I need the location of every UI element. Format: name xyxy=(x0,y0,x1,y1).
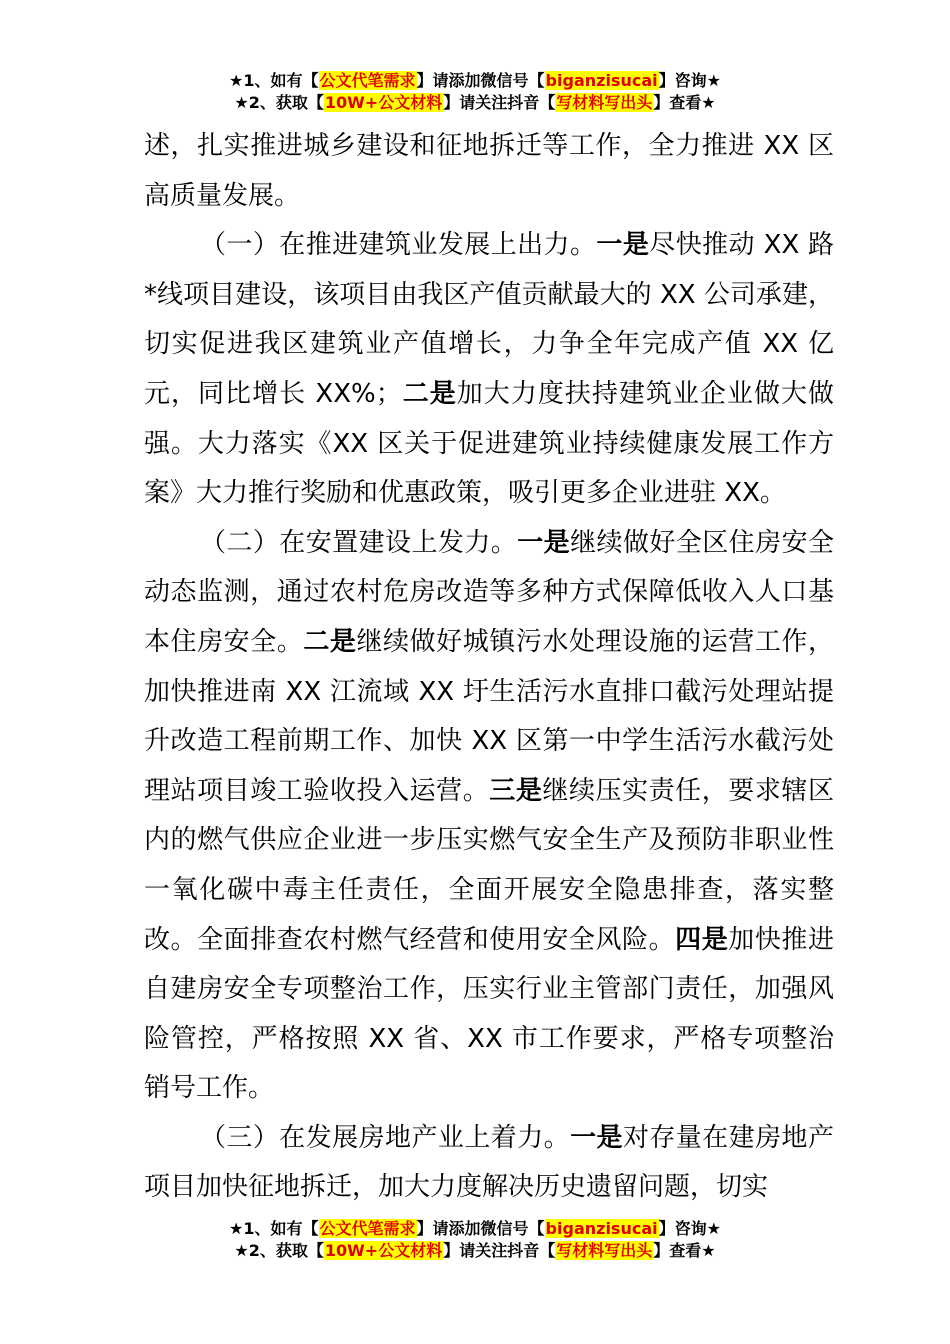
banner-text: ★2、获取【 xyxy=(234,1241,324,1260)
banner-line-2 xyxy=(0,92,950,114)
point-text: 对存量在建房地产项目加快征地拆迁，加大力度解决历史遗留问题，切实 xyxy=(144,1122,834,1203)
banner-text: ★1、如有【 xyxy=(229,71,319,90)
paragraph-resettlement xyxy=(144,519,834,1114)
banner-highlight: biganzisucai xyxy=(545,71,658,90)
banner-highlight: 写材料写出头 xyxy=(556,1241,653,1260)
paragraph-construction-industry xyxy=(144,221,834,519)
point-text: 继续做好全区住房安全动态监测，通过农村危房改造等多种方式保障低收入人口基本住房安全。 xyxy=(144,527,834,657)
point-marker: 一是 xyxy=(570,1122,623,1153)
point-text: 加快推进自建房安全专项整治工作，压实行业主管部门责任，加强风险管控，严格按照 XX 省、XX 市工作要求，严格专项整治销号工作。 xyxy=(144,924,834,1104)
paragraph-continuation xyxy=(144,122,834,221)
section-heading: （一）在推进建筑业发展上出力。 xyxy=(200,230,597,261)
point-marker: 二是 xyxy=(401,378,457,409)
point-marker: 三是 xyxy=(489,775,543,806)
banner-line-1 xyxy=(0,70,950,92)
footer-banner xyxy=(0,1218,950,1262)
point-text: 继续压实责任，要求辖区内的燃气供应企业进一步压实燃气安全生产及预防非职业性一氧化碳中毒主任责任，全面开展安全隐患排查，落实整改。全面排查农村燃气经营和使用安全风险。 xyxy=(144,775,834,955)
banner-text: 】查看★ xyxy=(653,1241,716,1260)
banner-line-1 xyxy=(0,1218,950,1240)
paragraph-text: 述，扎实推进城乡建设和征地拆迁等工作，全力推进 XX 区高质量发展。 xyxy=(144,131,834,211)
banner-highlight: 10W+公文材料 xyxy=(324,1241,443,1260)
point-marker: 一是 xyxy=(517,527,571,558)
point-marker: 一是 xyxy=(596,230,650,261)
banner-text: 】请关注抖音【 xyxy=(443,93,556,112)
paragraph-real-estate xyxy=(144,1114,834,1213)
header-banner xyxy=(0,70,950,114)
banner-text: 】咨询★ xyxy=(658,71,721,90)
banner-highlight: 公文代笔需求 xyxy=(319,71,416,90)
section-heading: （二）在安置建设上发力。 xyxy=(200,527,518,558)
banner-highlight: 10W+公文材料 xyxy=(324,93,443,112)
document-body xyxy=(144,122,834,1213)
section-heading: （三）在发展房地产业上着力。 xyxy=(200,1122,571,1153)
banner-text: 】请添加微信号【 xyxy=(416,1219,545,1238)
banner-text: ★1、如有【 xyxy=(229,1219,319,1238)
banner-highlight: 公文代笔需求 xyxy=(319,1219,416,1238)
point-text: 继续做好城镇污水处理设施的运营工作，加快推进南 XX 江流域 XX 圩生活污水直排口截污处理站提升改造工程前期工作、加快 XX 区第一中学生活污水截污处理站项目竣工验收投入运营。 xyxy=(144,626,834,806)
point-marker: 四是 xyxy=(675,924,729,955)
banner-highlight: biganzisucai xyxy=(545,1219,658,1238)
point-text: 加大力度扶持建筑业企业做大做强。大力落实《XX 区关于促进建筑业持续健康发展工作方案》大力推行奖励和优惠政策，吸引更多企业进驻 XX。 xyxy=(144,378,834,509)
banner-line-2 xyxy=(0,1240,950,1262)
point-marker: 二是 xyxy=(303,626,357,657)
banner-highlight: 写材料写出头 xyxy=(556,93,653,112)
banner-text: 】请添加微信号【 xyxy=(416,71,545,90)
banner-text: 】查看★ xyxy=(653,93,716,112)
point-text: 尽快推动 XX 路*线项目建设，该项目由我区产值贡献最大的 XX 公司承建，切实促进我区建筑业产值增长，力争全年完成产值 XX 亿元，同比增长 XX%； xyxy=(144,230,834,409)
banner-text: 】请关注抖音【 xyxy=(443,1241,556,1260)
banner-text: ★2、获取【 xyxy=(234,93,324,112)
banner-text: 】咨询★ xyxy=(658,1219,721,1238)
